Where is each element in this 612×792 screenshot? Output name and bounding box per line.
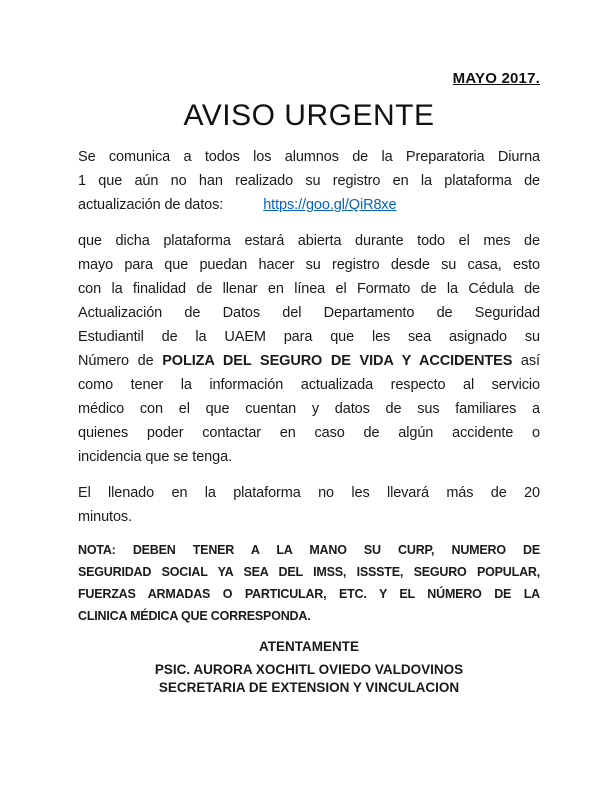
link-label: actualización de datos: xyxy=(78,197,224,213)
text-line: FUERZAS ARMADAS O PARTICULAR, ETC. Y EL NÚMERO DE LA xyxy=(78,587,540,601)
page-title: AVISO URGENTE xyxy=(183,99,435,132)
text-line: minutos. xyxy=(78,509,132,525)
registration-link[interactable]: https://goo.gl/QiR8xe xyxy=(263,197,397,213)
text-line: incidencia que se tenga. xyxy=(78,449,232,465)
text-line: SEGURIDAD SOCIAL YA SEA DEL IMSS, ISSSTE, SEGURO POPULAR, xyxy=(78,565,540,579)
text-line: 1 que aún no han realizado su registro en la plataforma de xyxy=(78,173,540,189)
paragraph-note xyxy=(78,539,540,627)
text-line: Actualización de Datos del Departamento de Seguridad xyxy=(78,305,540,321)
text-line: con la finalidad de llenar en línea el Formato de la Cédula de xyxy=(78,281,540,297)
text-line: El llenado en la plataforma no les llevará más de 20 xyxy=(78,485,540,501)
signature-title: SECRETARIA DE EXTENSION Y VINCULACION xyxy=(158,680,460,695)
text-segment: Número de xyxy=(78,353,163,369)
text-line xyxy=(78,193,540,217)
text-line xyxy=(78,349,540,373)
text-segment: así xyxy=(512,353,540,369)
text-line: CLINICA MÉDICA QUE CORRESPONDA. xyxy=(78,609,311,623)
date-line: MAYO 2017. xyxy=(452,70,540,87)
text-line: quienes poder contactar en caso de algún accidente o xyxy=(78,425,540,441)
salutation: ATENTAMENTE xyxy=(259,639,359,654)
paragraph-intro xyxy=(78,145,540,217)
text-line: mayo para que puedan hacer su registro desde su casa, esto xyxy=(78,257,540,273)
paragraph-duration xyxy=(78,481,540,529)
text-line: Estudiantil de la UAEM para que les sea asignado su xyxy=(78,329,540,345)
paragraph-platform-info xyxy=(78,229,540,469)
text-line: que dicha plataforma estará abierta durante todo el mes de xyxy=(78,233,540,249)
signature-name: PSIC. AURORA XOCHITL OVIEDO VALDOVINOS xyxy=(154,662,464,677)
text-line: NOTA: DEBEN TENER A LA MANO SU CURP, NUMERO DE xyxy=(78,543,540,557)
text-line: como tener la información actualizada respecto al servicio xyxy=(78,377,540,393)
text-line: médico con el que cuentan y datos de sus familiares a xyxy=(78,401,540,417)
bold-policy-text: POLIZA DEL SEGURO DE VIDA Y ACCIDENTES xyxy=(162,353,513,369)
text-line: Se comunica a todos los alumnos de la Preparatoria Diurna xyxy=(78,149,540,165)
